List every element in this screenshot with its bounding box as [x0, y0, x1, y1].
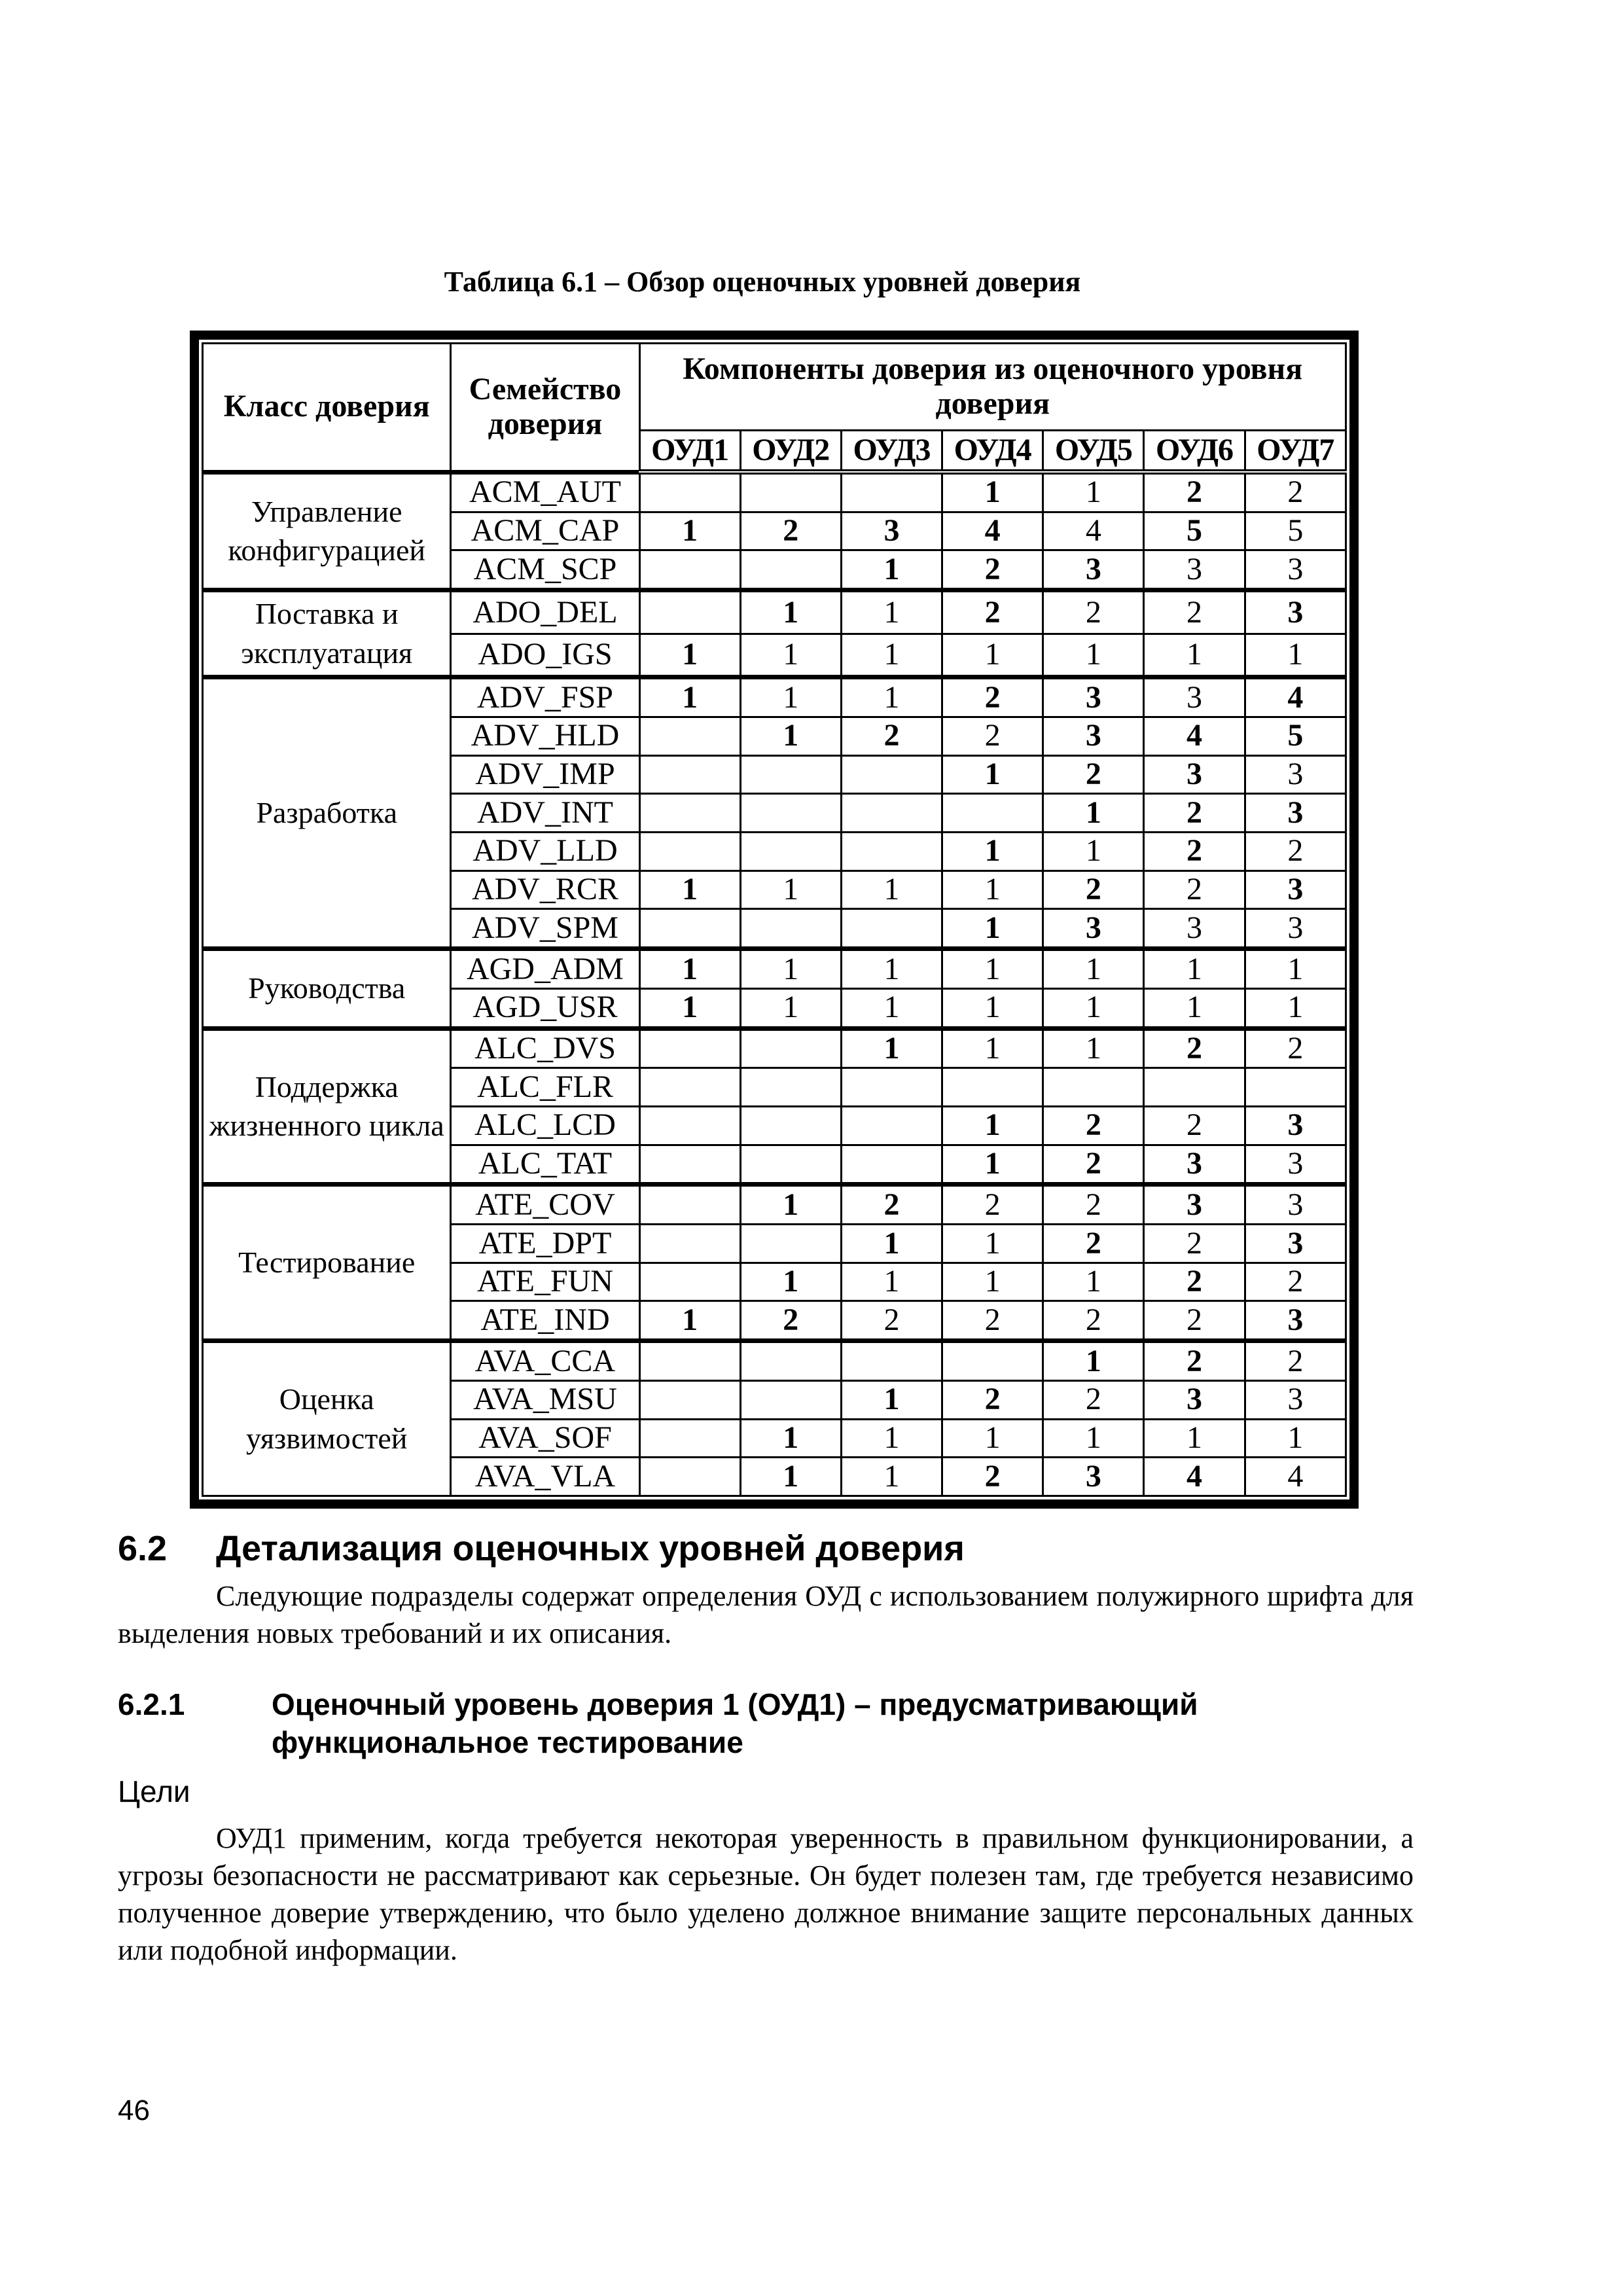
family-cell: AGD_ADM — [451, 949, 639, 989]
section-heading — [118, 1528, 965, 1569]
level-value-cell: 1 — [740, 870, 841, 909]
table-row — [203, 590, 1346, 634]
level-value-cell — [841, 909, 942, 949]
level-value-cell — [639, 1341, 740, 1381]
level-value-cell: 1 — [1043, 988, 1144, 1028]
level-value-cell: 3 — [1144, 755, 1245, 794]
level-value-cell: 3 — [1245, 870, 1346, 909]
level-value-cell — [740, 832, 841, 870]
level-value-cell: 2 — [1043, 870, 1144, 909]
level-value-cell: 1 — [639, 512, 740, 550]
level-value-cell: 1 — [841, 634, 942, 677]
level-value-cell: 1 — [1043, 472, 1144, 512]
family-cell: ATE_COV — [451, 1185, 639, 1225]
level-value-cell: 4 — [1144, 1458, 1245, 1496]
level-value-cell: 1 — [740, 1185, 841, 1225]
family-cell: ADV_LLD — [451, 832, 639, 870]
family-cell: ALC_TAT — [451, 1145, 639, 1185]
level-value-cell: 2 — [942, 1380, 1043, 1419]
family-cell: AVA_SOF — [451, 1419, 639, 1458]
level-value-cell: 1 — [1144, 1419, 1245, 1458]
class-cell: Оценка уязвимостей — [203, 1341, 451, 1496]
level-value-cell: 1 — [639, 1301, 740, 1341]
level-value-cell: 1 — [942, 1225, 1043, 1263]
level-value-cell: 1 — [740, 1419, 841, 1458]
level-value-cell: 3 — [1245, 550, 1346, 590]
level-value-cell: 2 — [1245, 832, 1346, 870]
level-value-cell: 2 — [942, 1458, 1043, 1496]
level-value-cell — [841, 794, 942, 833]
goals-text: ОУД1 применим, когда требуется некоторая уверенность в правильном функционировании, а угрозы безопасности не рассматривают как серьезные. Он будет полезен там, где требуется независимо полученное доверие утверждению, что было уделено должное внимание защите персональных данных или подобной информации. — [118, 1822, 1414, 1966]
level-value-cell — [639, 794, 740, 833]
level-value-cell — [740, 1145, 841, 1185]
family-cell: AVA_CCA — [451, 1341, 639, 1381]
level-value-cell: 1 — [841, 550, 942, 590]
level-value-cell: 1 — [1043, 1341, 1144, 1381]
level-value-cell: 3 — [1144, 677, 1245, 717]
level-value-cell: 1 — [1043, 949, 1144, 989]
level-value-cell: 2 — [1043, 590, 1144, 634]
level-value-cell: 1 — [841, 1028, 942, 1068]
header-components: Компоненты доверия из оценочного уровня доверия — [639, 344, 1346, 431]
level-value-cell — [639, 1263, 740, 1301]
header-level: ОУД1 — [639, 431, 740, 473]
level-value-cell: 3 — [1043, 550, 1144, 590]
class-cell: Поставка и эксплуатация — [203, 590, 451, 677]
level-value-cell: 1 — [942, 1028, 1043, 1068]
level-value-cell — [740, 909, 841, 949]
level-value-cell — [1043, 1068, 1144, 1107]
level-value-cell — [639, 550, 740, 590]
level-value-cell — [639, 717, 740, 756]
level-value-cell: 3 — [1144, 909, 1245, 949]
level-value-cell: 3 — [1144, 1185, 1245, 1225]
level-value-cell: 2 — [1144, 590, 1245, 634]
family-cell: ATE_FUN — [451, 1263, 639, 1301]
level-value-cell — [942, 1341, 1043, 1381]
level-value-cell — [639, 909, 740, 949]
level-value-cell: 1 — [942, 832, 1043, 870]
level-value-cell: 2 — [740, 512, 841, 550]
family-cell: ATE_DPT — [451, 1225, 639, 1263]
level-value-cell — [841, 832, 942, 870]
level-value-cell: 3 — [1245, 1380, 1346, 1419]
family-cell: ACM_AUT — [451, 472, 639, 512]
family-cell: ADV_IMP — [451, 755, 639, 794]
family-cell: ACM_CAP — [451, 512, 639, 550]
level-value-cell — [639, 1145, 740, 1185]
level-value-cell — [740, 1341, 841, 1381]
level-value-cell: 4 — [1043, 512, 1144, 550]
goals-paragraph — [118, 1820, 1414, 1969]
assurance-levels-table — [202, 342, 1347, 1497]
level-value-cell: 1 — [639, 677, 740, 717]
level-value-cell: 2 — [1144, 1106, 1245, 1145]
header-level: ОУД3 — [841, 431, 942, 473]
level-value-cell — [841, 1106, 942, 1145]
level-value-cell: 3 — [1144, 550, 1245, 590]
level-value-cell: 2 — [1144, 472, 1245, 512]
level-value-cell: 1 — [841, 1419, 942, 1458]
level-value-cell: 1 — [1245, 634, 1346, 677]
family-cell: ADV_FSP — [451, 677, 639, 717]
level-value-cell: 1 — [639, 870, 740, 909]
level-value-cell — [841, 1341, 942, 1381]
level-value-cell — [1245, 1068, 1346, 1107]
level-value-cell: 1 — [942, 1106, 1043, 1145]
level-value-cell — [639, 1068, 740, 1107]
subsection-title: Оценочный уровень доверия 1 (ОУД1) – предусматривающий функциональное тестирование — [272, 1687, 1198, 1759]
family-cell: ATE_IND — [451, 1301, 639, 1341]
level-value-cell: 2 — [942, 677, 1043, 717]
level-value-cell: 4 — [942, 512, 1043, 550]
level-value-cell: 5 — [1144, 512, 1245, 550]
level-value-cell: 1 — [841, 1225, 942, 1263]
level-value-cell: 2 — [1144, 1263, 1245, 1301]
level-value-cell: 3 — [1043, 717, 1144, 756]
class-cell: Руководства — [203, 949, 451, 1029]
level-value-cell: 2 — [1144, 1301, 1245, 1341]
level-value-cell: 1 — [1245, 988, 1346, 1028]
level-value-cell: 1 — [841, 1458, 942, 1496]
level-value-cell — [639, 1419, 740, 1458]
level-value-cell: 1 — [942, 755, 1043, 794]
level-value-cell: 1 — [740, 590, 841, 634]
level-value-cell: 1 — [942, 634, 1043, 677]
class-cell: Тестирование — [203, 1185, 451, 1341]
level-value-cell: 1 — [740, 634, 841, 677]
class-cell: Разработка — [203, 677, 451, 949]
class-cell: Поддержка жизненного цикла — [203, 1028, 451, 1185]
subsection-number: 6.2.1 — [118, 1687, 185, 1721]
level-value-cell: 3 — [841, 512, 942, 550]
level-value-cell — [841, 472, 942, 512]
table-row — [203, 1028, 1346, 1068]
family-cell: AVA_MSU — [451, 1380, 639, 1419]
level-value-cell — [740, 1380, 841, 1419]
level-value-cell: 2 — [1245, 1263, 1346, 1301]
family-cell: ALC_FLR — [451, 1068, 639, 1107]
table-row — [203, 1185, 1346, 1225]
table-frame — [190, 331, 1359, 1509]
table-row — [203, 1341, 1346, 1381]
level-value-cell: 2 — [942, 1185, 1043, 1225]
level-value-cell: 4 — [1144, 717, 1245, 756]
level-value-cell: 3 — [1245, 1225, 1346, 1263]
level-value-cell: 2 — [1245, 472, 1346, 512]
level-value-cell: 2 — [1245, 1341, 1346, 1381]
header-level: ОУД7 — [1245, 431, 1346, 473]
level-value-cell: 1 — [1245, 949, 1346, 989]
level-value-cell: 2 — [841, 717, 942, 756]
level-value-cell — [740, 1068, 841, 1107]
page-number: 46 — [118, 2094, 150, 2126]
level-value-cell: 1 — [841, 677, 942, 717]
level-value-cell — [1144, 1068, 1245, 1107]
level-value-cell: 1 — [841, 1263, 942, 1301]
family-cell: ALC_LCD — [451, 1106, 639, 1145]
subsection-heading — [118, 1685, 1420, 1761]
level-value-cell: 2 — [942, 717, 1043, 756]
level-value-cell: 2 — [942, 1301, 1043, 1341]
level-value-cell: 2 — [841, 1185, 942, 1225]
level-value-cell: 1 — [942, 472, 1043, 512]
level-value-cell — [639, 755, 740, 794]
level-value-cell: 1 — [841, 1380, 942, 1419]
level-value-cell: 5 — [1245, 717, 1346, 756]
level-value-cell: 1 — [1245, 1419, 1346, 1458]
level-value-cell: 1 — [740, 1458, 841, 1496]
level-value-cell — [740, 472, 841, 512]
class-cell: Управление конфигурацией — [203, 472, 451, 590]
level-value-cell: 4 — [1245, 1458, 1346, 1496]
level-value-cell — [740, 1106, 841, 1145]
level-value-cell: 2 — [1144, 1225, 1245, 1263]
level-value-cell: 1 — [1043, 832, 1144, 870]
level-value-cell: 2 — [841, 1301, 942, 1341]
header-level: ОУД5 — [1043, 431, 1144, 473]
level-value-cell: 2 — [1043, 1380, 1144, 1419]
level-value-cell: 3 — [1245, 1145, 1346, 1185]
goals-heading: Цели — [118, 1774, 190, 1808]
level-value-cell — [740, 1028, 841, 1068]
family-cell: ALC_DVS — [451, 1028, 639, 1068]
level-value-cell: 4 — [1245, 677, 1346, 717]
level-value-cell — [740, 755, 841, 794]
level-value-cell — [639, 590, 740, 634]
family-cell: ADV_HLD — [451, 717, 639, 756]
level-value-cell: 2 — [1043, 1225, 1144, 1263]
level-value-cell: 3 — [1245, 1301, 1346, 1341]
level-value-cell: 2 — [1043, 1185, 1144, 1225]
header-level: ОУД4 — [942, 431, 1043, 473]
level-value-cell: 1 — [1144, 949, 1245, 989]
level-value-cell: 2 — [1144, 1341, 1245, 1381]
level-value-cell: 1 — [1043, 1419, 1144, 1458]
level-value-cell — [639, 832, 740, 870]
level-value-cell — [639, 1458, 740, 1496]
family-cell: ADV_RCR — [451, 870, 639, 909]
level-value-cell: 1 — [841, 590, 942, 634]
level-value-cell: 1 — [1043, 634, 1144, 677]
table-row — [203, 949, 1346, 989]
header-level: ОУД2 — [740, 431, 841, 473]
level-value-cell: 1 — [639, 949, 740, 989]
family-cell: ADO_DEL — [451, 590, 639, 634]
level-value-cell: 3 — [1245, 755, 1346, 794]
level-value-cell: 1 — [1043, 1028, 1144, 1068]
level-value-cell: 5 — [1245, 512, 1346, 550]
level-value-cell — [942, 794, 1043, 833]
level-value-cell: 2 — [740, 1301, 841, 1341]
level-value-cell — [841, 1068, 942, 1107]
level-value-cell: 1 — [1144, 634, 1245, 677]
section-intro-paragraph — [118, 1577, 1414, 1652]
level-value-cell — [639, 1380, 740, 1419]
header-class: Класс доверия — [203, 344, 451, 473]
table-inner — [199, 340, 1349, 1499]
level-value-cell: 2 — [1144, 832, 1245, 870]
level-value-cell: 1 — [740, 717, 841, 756]
level-value-cell: 2 — [1144, 870, 1245, 909]
level-value-cell: 1 — [740, 1263, 841, 1301]
level-value-cell: 3 — [1245, 909, 1346, 949]
level-value-cell: 3 — [1245, 794, 1346, 833]
level-value-cell: 1 — [1144, 988, 1245, 1028]
level-value-cell: 1 — [841, 949, 942, 989]
level-value-cell: 2 — [1144, 1028, 1245, 1068]
level-value-cell: 1 — [740, 949, 841, 989]
level-value-cell: 2 — [942, 550, 1043, 590]
level-value-cell: 1 — [942, 1263, 1043, 1301]
level-value-cell: 1 — [1043, 1263, 1144, 1301]
level-value-cell: 2 — [1144, 794, 1245, 833]
level-value-cell: 3 — [1245, 1185, 1346, 1225]
level-value-cell: 3 — [1043, 909, 1144, 949]
level-value-cell: 1 — [942, 988, 1043, 1028]
level-value-cell: 1 — [841, 870, 942, 909]
level-value-cell: 2 — [1043, 1106, 1144, 1145]
level-value-cell — [639, 1185, 740, 1225]
family-cell: ACM_SCP — [451, 550, 639, 590]
level-value-cell: 2 — [1043, 755, 1144, 794]
level-value-cell: 2 — [942, 590, 1043, 634]
level-value-cell — [740, 550, 841, 590]
level-value-cell — [841, 755, 942, 794]
header-family: Семейство доверия — [451, 344, 639, 473]
table-row — [203, 677, 1346, 717]
level-value-cell: 1 — [942, 1145, 1043, 1185]
level-value-cell: 3 — [1043, 677, 1144, 717]
section-title: Детализация оценочных уровней доверия — [216, 1529, 965, 1568]
family-cell: AGD_USR — [451, 988, 639, 1028]
table-caption: Таблица 6.1 – Обзор оценочных уровней доверия — [444, 266, 1081, 298]
level-value-cell: 1 — [1043, 794, 1144, 833]
section-intro-text: Следующие подразделы содержат определения ОУД с использованием полужирного шрифта для выделения новых требований и их описания. — [118, 1580, 1414, 1649]
level-value-cell: 3 — [1245, 1106, 1346, 1145]
level-value-cell: 1 — [740, 988, 841, 1028]
family-cell: AVA_VLA — [451, 1458, 639, 1496]
family-cell: ADV_INT — [451, 794, 639, 833]
level-value-cell: 2 — [1245, 1028, 1346, 1068]
level-value-cell: 1 — [942, 949, 1043, 989]
level-value-cell: 1 — [841, 988, 942, 1028]
level-value-cell: 1 — [942, 870, 1043, 909]
level-value-cell — [942, 1068, 1043, 1107]
level-value-cell: 1 — [740, 677, 841, 717]
level-value-cell: 1 — [639, 634, 740, 677]
level-value-cell — [740, 794, 841, 833]
level-value-cell: 3 — [1144, 1380, 1245, 1419]
family-cell: ADO_IGS — [451, 634, 639, 677]
section-number: 6.2 — [118, 1529, 168, 1568]
level-value-cell: 3 — [1144, 1145, 1245, 1185]
level-value-cell — [639, 1028, 740, 1068]
header-level: ОУД6 — [1144, 431, 1245, 473]
level-value-cell: 2 — [1043, 1145, 1144, 1185]
level-value-cell: 3 — [1245, 590, 1346, 634]
level-value-cell: 1 — [639, 988, 740, 1028]
level-value-cell — [639, 1106, 740, 1145]
level-value-cell — [841, 1145, 942, 1185]
family-cell: ADV_SPM — [451, 909, 639, 949]
level-value-cell: 1 — [942, 1419, 1043, 1458]
level-value-cell: 2 — [1043, 1301, 1144, 1341]
level-value-cell: 3 — [1043, 1458, 1144, 1496]
level-value-cell — [639, 472, 740, 512]
level-value-cell — [740, 1225, 841, 1263]
level-value-cell: 1 — [942, 909, 1043, 949]
level-value-cell — [639, 1225, 740, 1263]
table-row — [203, 472, 1346, 512]
